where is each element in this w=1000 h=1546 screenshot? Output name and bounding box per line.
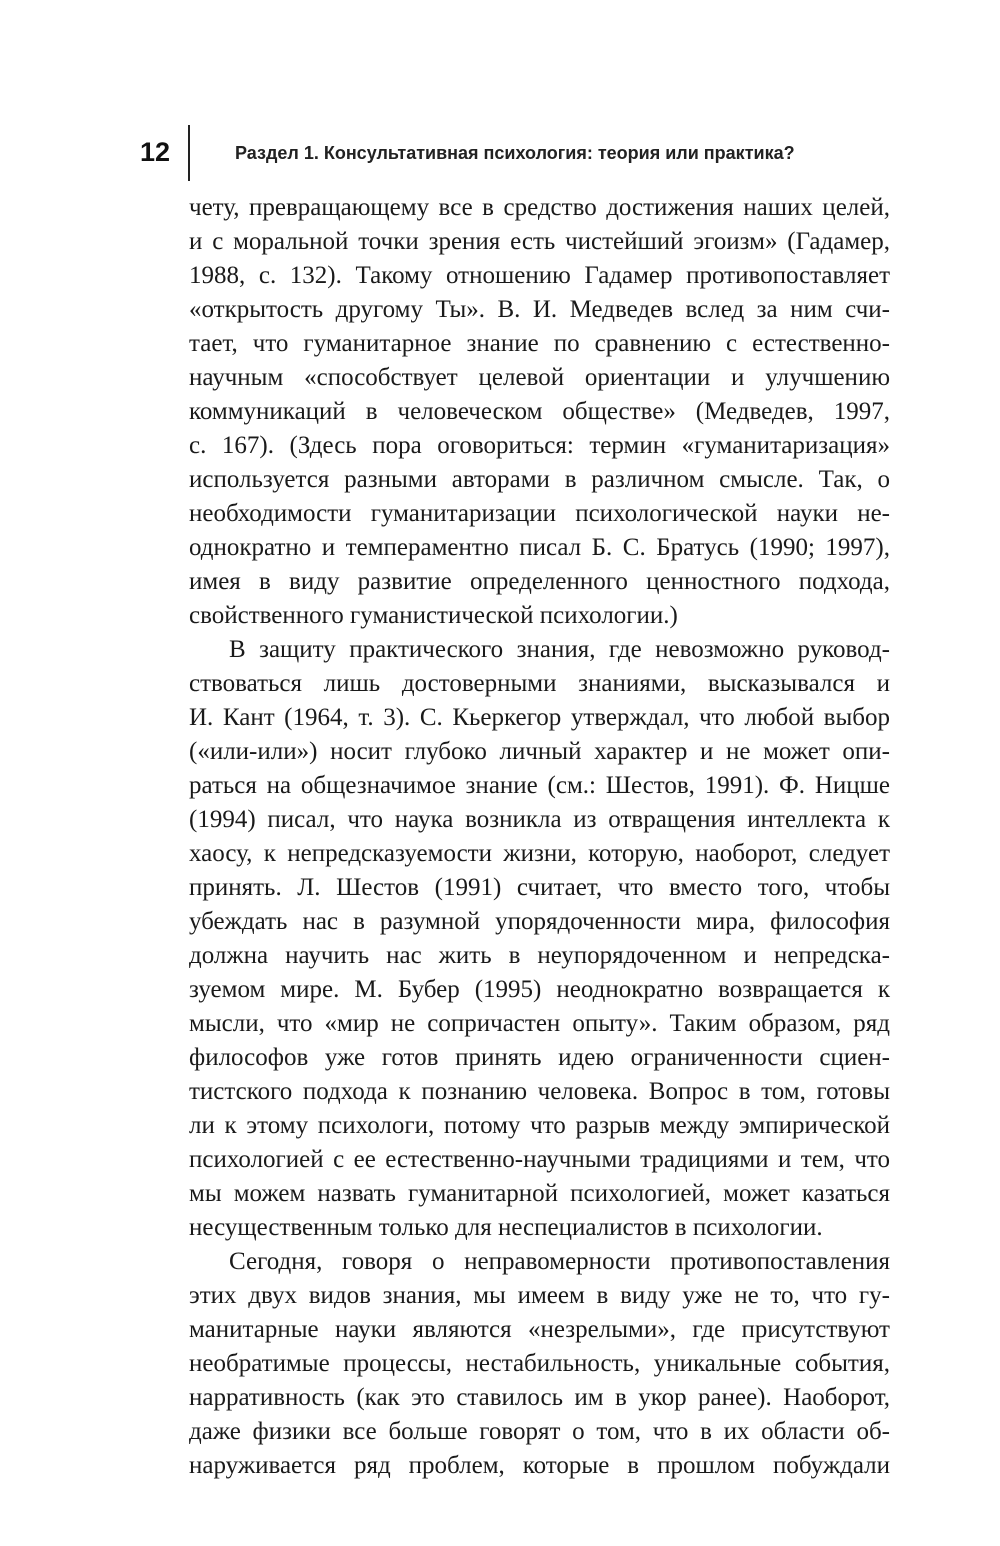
text-line: зуемом мире. М. Бубер (1995) неоднократно возвращается к xyxy=(189,976,890,1003)
text-line: научным «способствует целевой ориентации и улучшению xyxy=(189,364,890,391)
text-line: используется разными авторами в различном смысле. Так, о xyxy=(189,466,890,493)
text-line: («или-или») носит глубоко личный характер и не может опи- xyxy=(189,738,890,765)
paragraph-1 xyxy=(189,191,890,633)
text-line: должна научить нас жить в неупорядоченном и непредска- xyxy=(189,942,890,969)
text-line: необратимые процессы, нестабильность, уникальные события, xyxy=(189,1350,890,1377)
text-line: тает, что гуманитарное знание по сравнению с естественно- xyxy=(189,330,890,357)
text-line: убеждать нас в разумной упорядоченности мира, философия xyxy=(189,908,890,935)
text-line: манитарные науки являются «незрелыми», где присутствуют xyxy=(189,1316,890,1343)
text-line: этих двух видов знания, мы имеем в виду уже не то, что гу- xyxy=(189,1282,890,1309)
text-line: с. 167). (Здесь пора оговориться: термин «гуманитаризация» xyxy=(189,432,890,459)
paragraph-3 xyxy=(189,1245,890,1483)
text-line: ли к этому психологи, потому что разрыв между эмпирической xyxy=(189,1112,890,1139)
page-header xyxy=(140,125,900,181)
page-number: 12 xyxy=(140,137,171,167)
text-line: «открытость другому Ты». В. И. Медведев вслед за ним счи- xyxy=(189,296,890,323)
text-line: психологией с ее естественно-научными традициями и тем, что xyxy=(189,1146,890,1173)
text-line: чету, превращающему все в средство достижения наших целей, xyxy=(189,194,890,221)
text-line: нарративность (как это ставилось им в укор ранее). Наоборот, xyxy=(189,1384,890,1411)
text-line: раться на общезначимое знание (см.: Шестов, 1991). Ф. Ницше xyxy=(189,772,890,799)
text-line: 1988, с. 132). Такому отношению Гадамер противопоставляет xyxy=(189,262,890,289)
text-line: Сегодня, говоря о неправомерности противопоставления xyxy=(229,1248,890,1275)
text-line: мысли, что «мир не сопричастен опыту». Таким образом, ряд xyxy=(189,1010,890,1037)
text-line: мы можем назвать гуманитарной психологией, может казаться xyxy=(189,1180,890,1207)
text-line: свойственного гуманистической психологии.) xyxy=(189,602,678,629)
body-text xyxy=(189,191,890,1483)
text-line: даже физики все больше говорят о том, что в их области об- xyxy=(189,1418,890,1445)
header-divider xyxy=(188,125,190,181)
paragraph-2 xyxy=(189,633,890,1245)
running-title: Раздел 1. Консультативная психология: теория или практика? xyxy=(235,143,795,163)
text-line: ствоваться лишь достоверными знаниями, высказывался и xyxy=(189,670,890,697)
text-line: несущественным только для неспециалистов в психологии. xyxy=(189,1214,823,1241)
text-line: И. Кант (1964, т. 3). С. Кьеркегор утверждал, что любой выбор xyxy=(189,704,890,731)
text-line: тистского подхода к познанию человека. Вопрос в том, готовы xyxy=(189,1078,890,1105)
text-line: хаосу, к непредсказуемости жизни, которую, наоборот, следует xyxy=(189,840,890,867)
text-line: имея в виду развитие определенного ценностного подхода, xyxy=(189,568,890,595)
text-line: необходимости гуманитаризации психологической науки не- xyxy=(189,500,890,527)
text-line: принять. Л. Шестов (1991) считает, что вместо того, чтобы xyxy=(189,874,890,901)
text-line: и с моральной точки зрения есть чистейший эгоизм» (Гадамер, xyxy=(189,228,890,255)
text-line: однократно и темпераментно писал Б. С. Братусь (1990; 1997), xyxy=(189,534,890,561)
text-line: философов уже готов принять идею ограниченности сциен- xyxy=(189,1044,890,1071)
text-line: коммуникаций в человеческом обществе» (Медведев, 1997, xyxy=(189,398,890,425)
text-line: наруживается ряд проблем, которые в прошлом побуждали xyxy=(189,1452,890,1479)
text-line: (1994) писал, что наука возникла из отвращения интеллекта к xyxy=(189,806,890,833)
text-line: В защиту практического знания, где невозможно руковод- xyxy=(229,636,890,663)
